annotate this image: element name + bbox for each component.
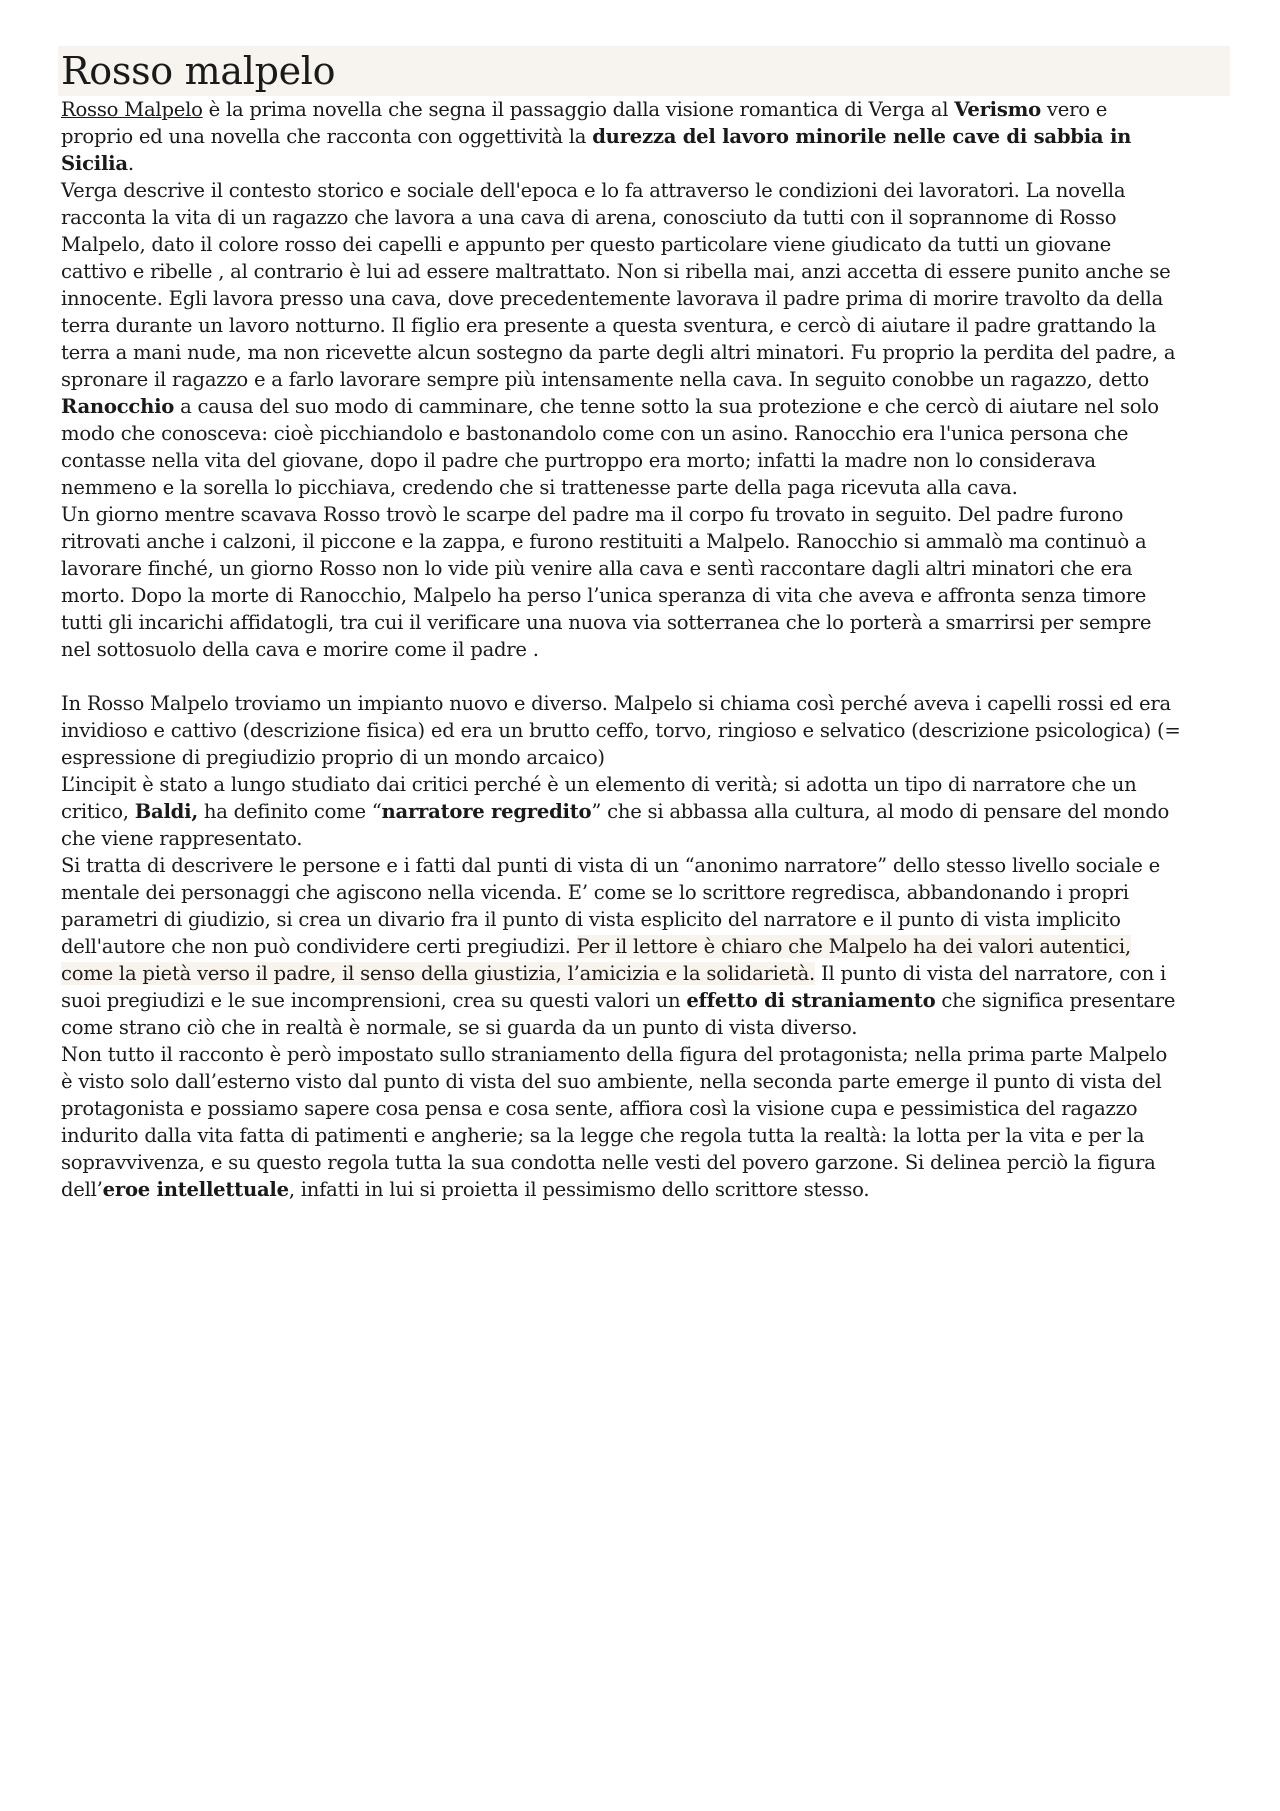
bold-term: Ranocchio	[61, 395, 175, 418]
text-run: , infatti in lui si proietta il pessimismo dello scrittore stesso.	[288, 1178, 870, 1201]
bold-term: durezza del lavoro minorile nelle cave di sabbia in Sicilia	[61, 125, 1132, 175]
text-run: Non tutto il racconto è però impostato sullo straniamento della figura del protagonista; nella prima parte Malpelo è visto solo dall’esterno visto dal punto di vista del suo ambiente, nella seconda parte emerge il punto di vista del protagonista e possiamo sapere cosa pensa e cosa sente, affiora così la visione cupa e pessimistica del ragazzo indurito dalla vita fatta di patimenti e angherie; sa la legge che regola tutta la realtà: la lotta per la vita e per la sopravvivenza, e su questo regola tutta la sua condotta nelle vesti del povero garzone. Si delinea perciò la figura dell’	[61, 1043, 1168, 1201]
text-run: ha definito come “	[197, 800, 382, 823]
paragraph-conclusion	[61, 1041, 1181, 1203]
paragraph-ending: Un giorno mentre scavava Rosso trovò le scarpe del padre ma il corpo fu trovato in seguito. Del padre furono ritrovati anche i calzoni, il piccone e la zappa, e furono restituiti a Malpelo. Ranocchio si ammalò ma continuò a lavorare finché, un giorno Rosso non lo vide più venire alla cava e sentì raccontare dagli altri minatori che era morto. Dopo la morte di Ranocchio, Malpelo ha perso l’unica speranza di vita che aveva e affronta senza timore tutti gli incarichi affidatogli, tra cui il verificare una nuova via sotterranea che lo porterà a smarrirsi per sempre nel sottosuolo della cava e morire come il padre .	[61, 503, 1152, 661]
highlighted-text: Per il lettore è chiaro che Malpelo ha dei valori autentici, come la pietà verso il padre, il senso della giustizia, l’amicizia e la solidarietà.	[61, 935, 1131, 985]
bold-term: narratore regredito	[381, 800, 592, 823]
title-link[interactable]: Rosso Malpelo	[61, 98, 203, 121]
text-run: che significa presentare come strano ciò che in realtà è normale, se si guarda da un punto di vista diverso.	[61, 989, 1176, 1039]
text-run: ” che si abbassa alla cultura, al modo di pensare del mondo che viene rappresentato.	[61, 800, 1170, 850]
bold-term: Verismo	[954, 98, 1041, 121]
text-run: Si tratta di descrivere le persone e i fatti dal punti di vista di un “anonimo narratore” dello stesso livello sociale e mentale dei personaggi che agiscono nella vicenda. E’ come se lo scrittore regredisca, abbandonando i propri parametri di giudizio, si crea un divario fra il punto di vista esplicito del narratore e il punto di vista implicito dell'autore che non può condividere certi pregiudizi.	[61, 854, 1160, 958]
bold-term: eroe intellettuale	[102, 1178, 289, 1201]
text-run: L’incipit è stato a lungo studiato dai critici perché è un elemento di verità; si adotta un tipo di narratore che un critico,	[61, 773, 1137, 823]
text-run: Verga descrive il contesto storico e sociale dell'epoca e lo fa attraverso le condizioni dei lavoratori. La novella racconta la vita di un ragazzo che lavora a una cava di arena, conosciuto da tutti con il soprannome di Rosso Malpelo, dato il colore rosso dei capelli e appunto per questo particolare viene giudicato da tutti un giovane cattivo e ribelle , al contrario è lui ad essere maltrattato. Non si ribella mai, anzi accetta di essere punito anche se innocente. Egli lavora presso una cava, dove precedentemente lavorava il padre prima di morire travolto da della terra durante un lavoro notturno. Il figlio era presente a questa sventura, e cercò di aiutare il padre grattando la terra a mani nude, ma non ricevette alcun sostegno da parte degli altri minatori. Fu proprio la perdita del padre, a spronare il ragazzo e a farlo lavorare sempre più intensamente nella cava. In seguito conobbe un ragazzo, detto	[61, 179, 1176, 391]
document-body	[58, 96, 1181, 1203]
document-page	[58, 46, 1230, 1203]
bold-term: Baldi,	[134, 800, 198, 823]
bold-term: effetto di straniamento	[686, 989, 936, 1012]
text-run: a causa del suo modo di camminare, che tenne sotto la sua protezione e che cercò di aiutare nel solo modo che conosceva: cioè picchiandolo e bastonandolo come con un asino. Ranocchio era l'unica persona che contasse nella vita del giovane, dopo il padre che purtroppo era morto; infatti la madre non lo considerava nemmeno e la sorella lo picchiava, credendo che si trattenesse parte della paga ricevuta alla cava.	[61, 395, 1159, 499]
paragraph-intro	[61, 96, 1181, 177]
paragraph-plot	[61, 177, 1181, 501]
title-bar	[58, 46, 1230, 96]
page-title: Rosso malpelo	[61, 49, 336, 93]
paragraph-analysis: In Rosso Malpelo troviamo un impianto nuovo e diverso. Malpelo si chiama così perché aveva i capelli rossi ed era invidioso e cattivo (descrizione fisica) ed era un brutto ceffo, torvo, ringioso e selvatico (descrizione psicologica) (= espressione di pregiudizio proprio di un mondo arcaico)	[61, 692, 1181, 769]
text-run: vero e proprio ed una novella che racconta con oggettività la	[61, 98, 1108, 148]
paragraph-gap	[61, 663, 1181, 690]
text-run: Il punto di vista del narratore, con i suoi pregiudizi e le sue incomprensioni, crea su questi valori un	[61, 962, 1166, 1012]
text-run: .	[127, 152, 134, 175]
paragraph-incipit	[61, 771, 1181, 852]
text-run: è la prima novella che segna il passaggio dalla visione romantica di Verga al	[202, 98, 955, 121]
paragraph-narrator	[61, 852, 1181, 1041]
